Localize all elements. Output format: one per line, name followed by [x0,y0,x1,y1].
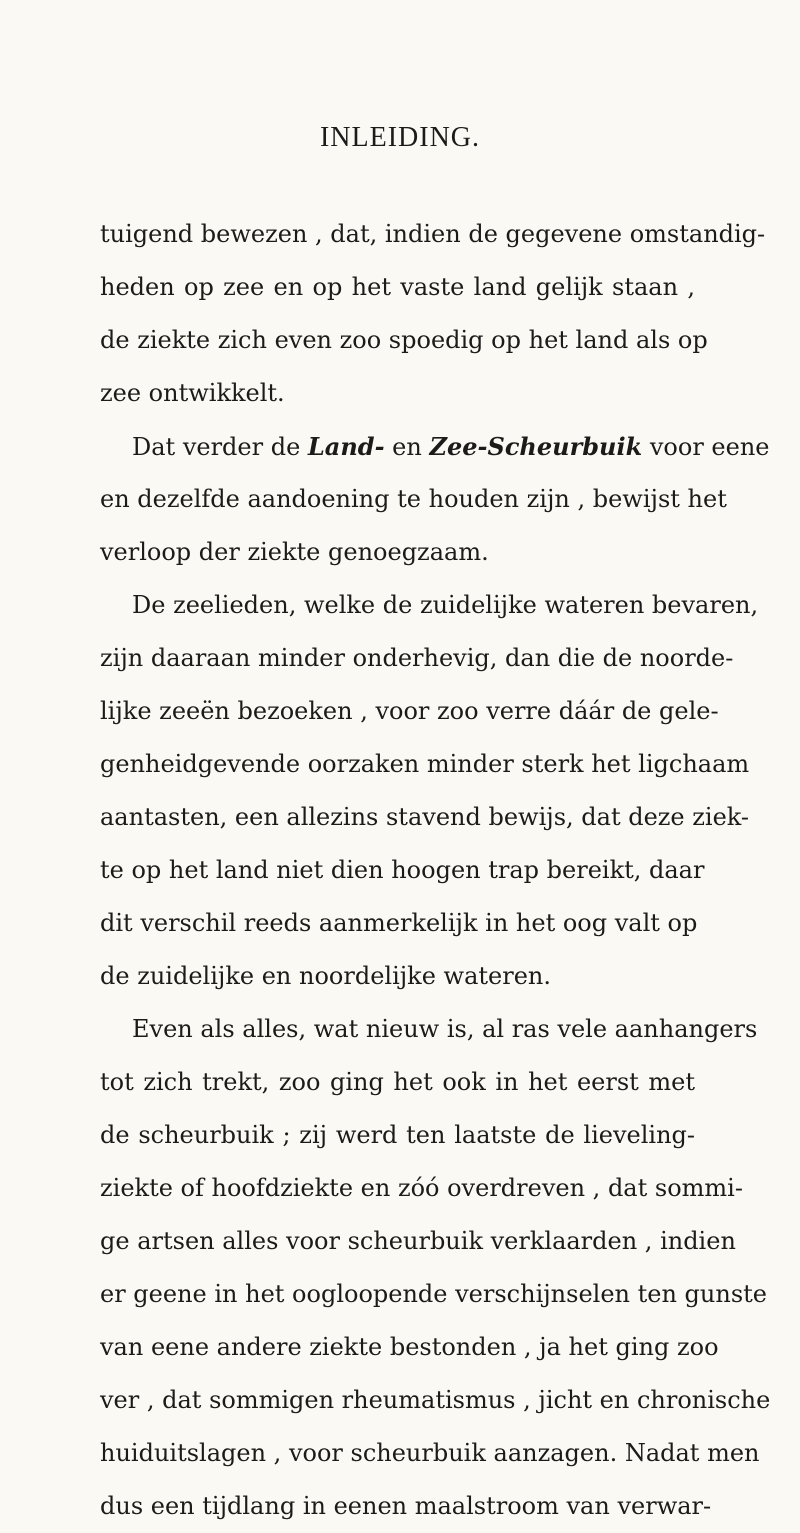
text-line: ge artsen alles voor scheurbuik verklaarden , indien [100,1227,736,1255]
text-line: zijn daaraan minder onderhevig, dan die de noorde- [100,644,734,672]
text-line: de scheurbuik ; zij werd ten laatste de lieveling- [100,1121,695,1149]
text-line: genheidgevende oorzaken minder sterk het ligchaam [100,750,750,778]
text-line [100,420,770,473]
text-line: er geene in het oogloopende verschijnselen ten gunste [100,1280,767,1308]
text-line: de zuidelijke en noordelijke wateren. [100,962,552,990]
text-line: tuigend bewezen , dat, indien de gegevene omstandig- [100,220,766,248]
text-line: De zeelieden, welke de zuidelijke wateren bevaren, [132,591,759,619]
text-line: dus een tijdlang in eenen maalstroom van verwar- [100,1492,712,1520]
body-text [100,208,771,1533]
text-line: aantasten, een allezins stavend bewijs, dat deze ziek- [100,803,750,831]
text-line: dit verschil reeds aanmerkelijk in het oog valt op [100,909,698,937]
text-run: en [384,433,430,461]
text-run: voor eene [642,433,770,461]
text-line: ver , dat sommigen rheumatismus , jicht en chronische [100,1386,771,1414]
text-line: heden op zee en op het vaste land gelijk staan , [100,273,695,301]
text-line: de ziekte zich even zoo spoedig op het land als op [100,326,708,354]
text-line: tot zich trekt, zoo ging het ook in het eerst met [100,1068,695,1096]
text-run: Dat verder de [132,433,308,461]
text-line: verloop der ziekte genoegzaam. [100,538,489,566]
italic-term: Land- [307,432,385,461]
italic-term: Zee-Scheurbuik [429,432,643,461]
text-line: lijke zeeën bezoeken , voor zoo verre dáár de gele- [100,697,719,725]
text-line: te op het land niet dien hoogen trap bereikt, daar [100,856,705,884]
text-line: huiduitslagen , voor scheurbuik aanzagen. Nadat men [100,1439,760,1467]
text-line: Even als alles, wat nieuw is, al ras vele aanhangers [132,1015,758,1043]
text-line: en dezelfde aandoening te houden zijn , bewijst het [100,485,727,513]
running-head: INLEIDING. [319,122,481,153]
text-line: ziekte of hoofdziekte en zóó overdreven , dat sommi- [100,1174,743,1202]
text-line: zee ontwikkelt. [100,379,285,407]
text-line: van eene andere ziekte bestonden , ja het ging zoo [100,1333,719,1361]
